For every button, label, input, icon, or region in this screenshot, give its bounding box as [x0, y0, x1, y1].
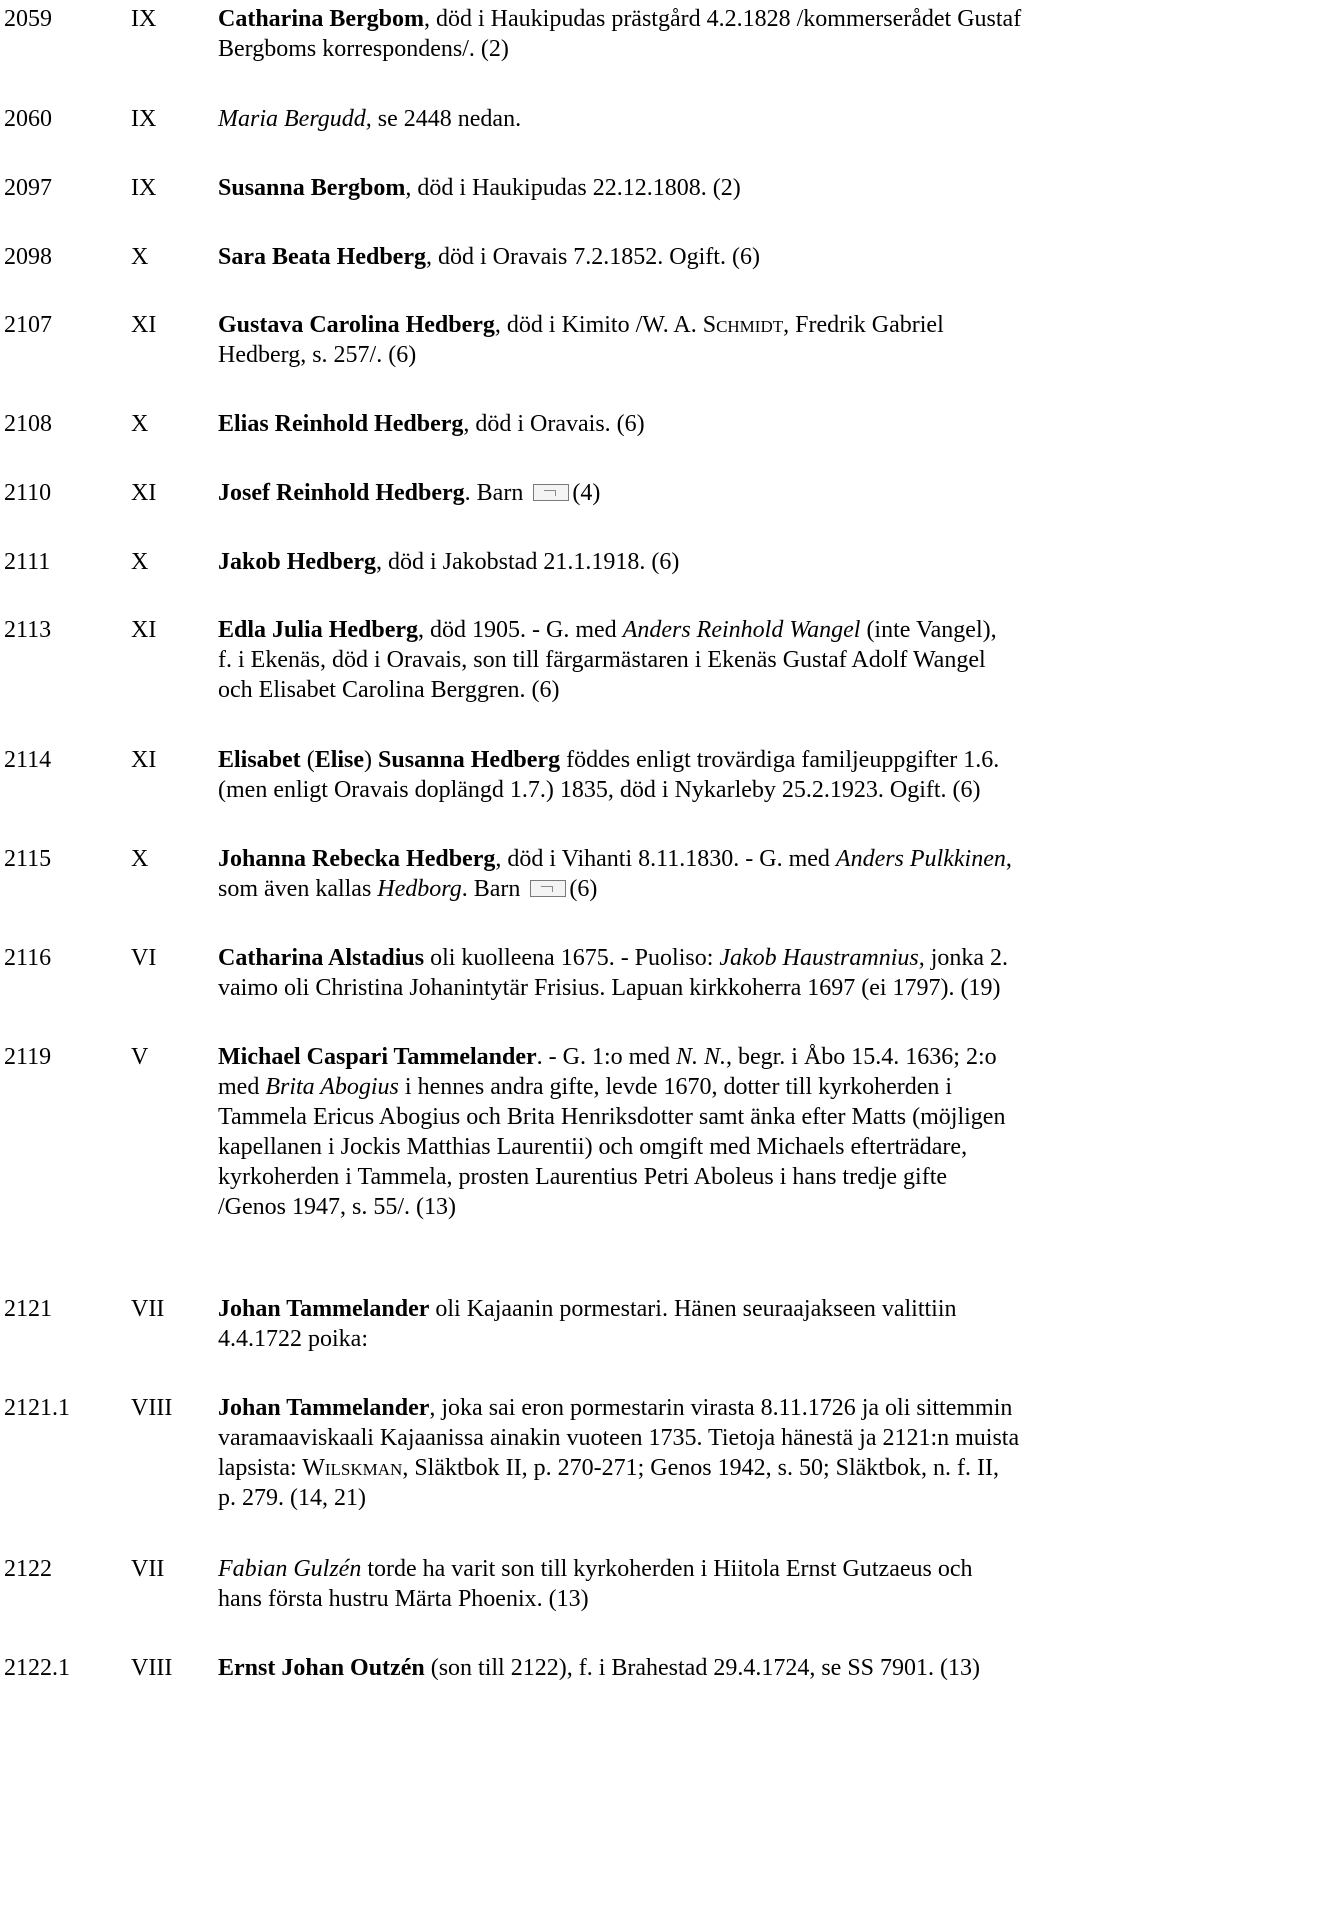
person-name: Elisabet [218, 747, 301, 773]
entry-text: Jakob Hedberg, död i Jakobstad 21.1.1918. (6) [218, 549, 680, 575]
generation-numeral: IX [131, 175, 157, 201]
entry-number: 2098 [4, 244, 52, 270]
entry-number: 2116 [4, 945, 52, 971]
person-name: Catharina Bergbom [218, 6, 424, 32]
person-name: Sara Beata Hedberg [218, 244, 426, 270]
entry-number: 2119 [4, 1044, 52, 1070]
entry-text: Maria Bergudd, se 2448 nedan. [218, 106, 522, 132]
person-name: Johan Tammelander [218, 1395, 430, 1421]
entry-text: Catharina Alstadius oli kuolleena 1675. - Puoliso: Jakob Haustramnius, jonka 2. vaimo oli Christina Johanintytär Frisius. Lapuan kirkkoherra 1697 (ei 1797). (19) [218, 945, 1009, 1001]
person-name: Jakob Hedberg [218, 549, 377, 575]
generation-numeral: XI [131, 617, 157, 643]
spouse-name: Brita Abogius [265, 1074, 399, 1100]
generation-numeral: X [131, 846, 149, 872]
person-name: Josef Reinhold Hedberg [218, 480, 465, 506]
children-link-icon[interactable] [533, 484, 569, 501]
entry-text: Elisabet (Elise) Susanna Hedberg föddes enligt trovärdiga familjeuppgifter 1.6. (men enligt Oravais doplängd 1.7.) 1835, död i Nykarleby 25.2.1923. Ogift. (6) [218, 747, 1000, 803]
person-name: Johan Tammelander [218, 1296, 430, 1322]
entry-text: Johan Tammelander oli Kajaanin pormestari. Hänen seuraajakseen valittiin 4.4.1722 poika: [218, 1296, 957, 1352]
entry-text: Fabian Gulzén torde ha varit son till kyrkoherden i Hiitola Ernst Gutzaeus och hans första hustru Märta Phoenix. (13) [218, 1556, 973, 1612]
person-name: Maria Bergudd, [218, 106, 372, 132]
entry-number: 2107 [4, 312, 52, 338]
spouse-name: Anders Pulkkinen [835, 846, 1006, 872]
generation-numeral: V [131, 1044, 149, 1070]
generation-numeral: XI [131, 480, 157, 506]
entry-number: 2114 [4, 747, 52, 773]
children-link-icon[interactable] [530, 880, 566, 897]
person-name: Johanna Rebecka Hedberg [218, 846, 496, 872]
entry-text: Johanna Rebecka Hedberg, död i Vihanti 8.11.1830. - G. med Anders Pulkkinen, som även kallas Hedborg. Barn (6) [218, 846, 1012, 902]
entry-text: Gustava Carolina Hedberg, död i Kimito /W. A. Schmidt, Fredrik Gabriel Hedberg, s. 257/. (6) [218, 312, 944, 368]
entry-number: 2122 [4, 1556, 52, 1582]
generation-numeral: X [131, 549, 149, 575]
entry-number: 2122.1 [4, 1655, 70, 1681]
entry-number: 2121 [4, 1296, 52, 1322]
entry-number: 2113 [4, 617, 52, 643]
entry-number: 2108 [4, 411, 52, 437]
person-name: Ernst Johan Outzén [218, 1655, 425, 1681]
entry-number: 2110 [4, 480, 52, 506]
generation-numeral: IX [131, 106, 157, 132]
generation-numeral: X [131, 244, 149, 270]
generation-numeral: IX [131, 6, 157, 32]
entry-number: 2121.1 [4, 1395, 70, 1421]
person-name: Edla Julia Hedberg [218, 617, 419, 643]
spouse-name: Anders Reinhold Wangel [622, 617, 861, 643]
person-name: Gustava Carolina Hedberg [218, 312, 495, 338]
person-name: Michael Caspari Tammelander [218, 1044, 537, 1070]
entry-text: Ernst Johan Outzén (son till 2122), f. i Brahestad 29.4.1724, se SS 7901. (13) [218, 1655, 980, 1681]
generation-numeral: VIII [131, 1395, 173, 1421]
generation-numeral: VII [131, 1296, 165, 1322]
entry-number: 2097 [4, 175, 52, 201]
spouse-name: Jakob Haustramnius, [719, 945, 925, 971]
entry-text: Johan Tammelander, joka sai eron pormestarin virasta 8.11.1726 ja oli sittemmin varamaaviskaali Kajaanissa ainakin vuoteen 1735. Tietoja hänestä ja 2121:n muista lapsista: Wilskman, Släktbok II, p. 270-271; Genos 1942, s. 50; Släktbok, n. f. II, p. 279. (14, 21) [218, 1395, 1020, 1511]
spouse-name: N. N. [675, 1044, 726, 1070]
entry-text: Sara Beata Hedberg, död i Oravais 7.2.1852. Ogift. (6) [218, 244, 760, 270]
entry-text: Susanna Bergbom, död i Haukipudas 22.12.1808. (2) [218, 175, 741, 201]
entry-text: Edla Julia Hedberg, död 1905. - G. med Anders Reinhold Wangel (inte Vangel), f. i Ekenäs, död i Oravais, son till färgarmästaren i Ekenäs Gustaf Adolf Wangel och Elisabet Carolina Berggren. (6) [218, 617, 997, 703]
person-name: Elias Reinhold Hedberg [218, 411, 464, 437]
entry-text: Josef Reinhold Hedberg. Barn (4) [218, 480, 601, 506]
generation-numeral: X [131, 411, 149, 437]
entry-number: 2060 [4, 106, 52, 132]
entry-text: Michael Caspari Tammelander. - G. 1:o med N. N., begr. i Åbo 15.4. 1636; 2:o med Brita Abogius i hennes andra gifte, levde 1670, dotter till kyrkoherden i Tammela Ericus Abogius och Brita Henriksdotter samt änka efter Matts (möjligen kapellanen i Jockis Matthias Laurentii) och omgift med Michaels efterträdare, kyrkoherden i Tammela, prosten Laurentius Petri Aboleus i hans tredje gifte /Genos 1947, s. 55/. (13) [218, 1044, 1006, 1220]
person-name: Susanna Bergbom [218, 175, 406, 201]
generation-numeral: VI [131, 945, 157, 971]
entry-number: 2115 [4, 846, 52, 872]
entry-number: 2059 [4, 6, 52, 32]
generation-numeral: VIII [131, 1655, 173, 1681]
generation-numeral: XI [131, 747, 157, 773]
generation-numeral: VII [131, 1556, 165, 1582]
entry-number: 2111 [4, 549, 51, 575]
entry-text: Catharina Bergbom, död i Haukipudas prästgård 4.2.1828 /kommerserådet Gustaf Bergboms korrespondens/. (2) [218, 6, 1022, 62]
person-name: Fabian Gulzén [218, 1556, 362, 1582]
entry-text: Elias Reinhold Hedberg, död i Oravais. (6) [218, 411, 645, 437]
generation-numeral: XI [131, 312, 157, 338]
person-name: Catharina Alstadius [218, 945, 425, 971]
